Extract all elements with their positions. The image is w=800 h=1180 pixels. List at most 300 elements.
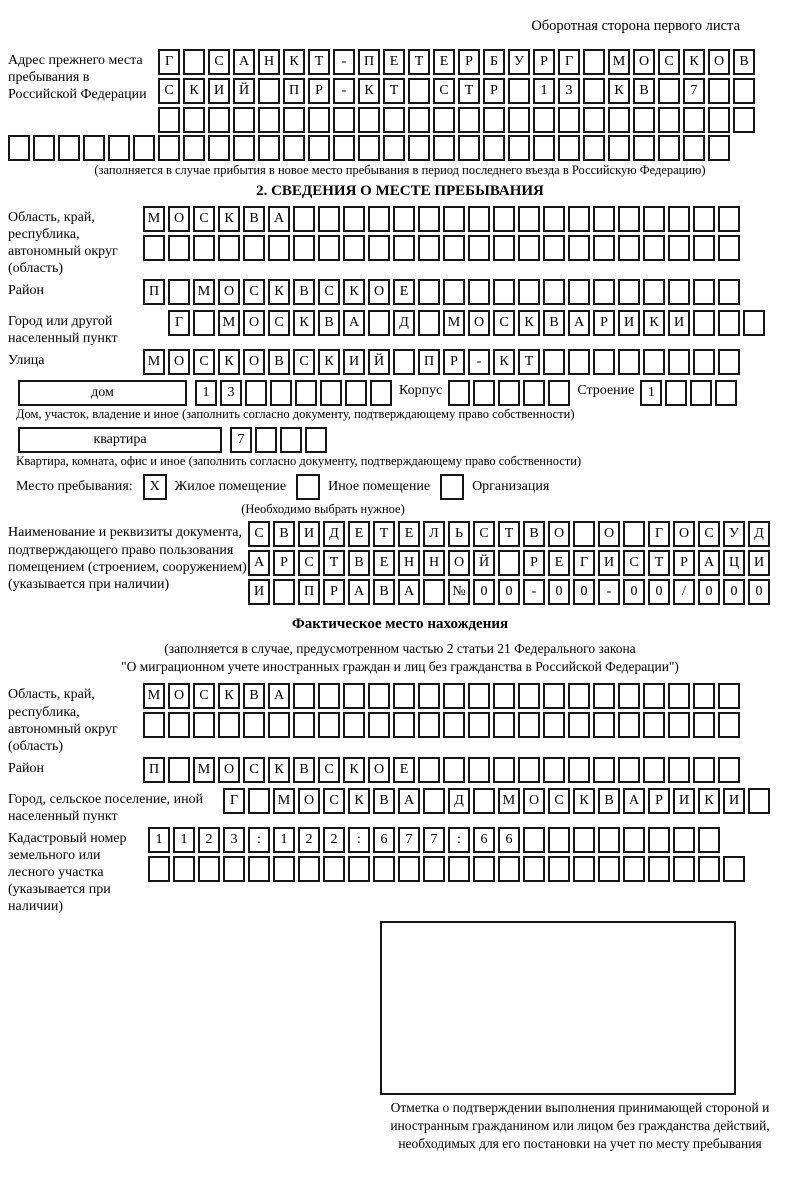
char-box[interactable] <box>168 235 190 261</box>
char-box[interactable] <box>143 235 165 261</box>
char-box[interactable] <box>715 380 737 406</box>
char-box[interactable]: : <box>348 827 370 853</box>
char-box[interactable] <box>718 235 740 261</box>
char-box[interactable]: О <box>168 349 190 375</box>
char-box[interactable]: М <box>143 349 165 375</box>
char-box[interactable]: Й <box>233 78 255 104</box>
char-box[interactable]: О <box>633 49 655 75</box>
char-box[interactable] <box>568 279 590 305</box>
char-box[interactable] <box>718 279 740 305</box>
char-box[interactable] <box>198 856 220 882</box>
char-box[interactable] <box>548 856 570 882</box>
char-box[interactable] <box>493 757 515 783</box>
char-box[interactable] <box>668 349 690 375</box>
char-box[interactable] <box>518 206 540 232</box>
char-box[interactable] <box>443 235 465 261</box>
char-box[interactable]: С <box>208 49 230 75</box>
char-box[interactable]: Е <box>348 521 370 547</box>
char-box[interactable] <box>295 380 317 406</box>
char-box[interactable] <box>723 856 745 882</box>
char-box[interactable] <box>398 856 420 882</box>
char-box[interactable]: И <box>343 349 365 375</box>
char-box[interactable]: 2 <box>323 827 345 853</box>
char-box[interactable]: Р <box>458 49 480 75</box>
char-box[interactable] <box>423 856 445 882</box>
char-box[interactable] <box>83 135 105 161</box>
char-box[interactable] <box>108 135 130 161</box>
char-box[interactable] <box>333 135 355 161</box>
char-box[interactable] <box>320 380 342 406</box>
char-box[interactable]: Д <box>323 521 345 547</box>
char-box[interactable] <box>493 712 515 738</box>
char-box[interactable]: С <box>193 206 215 232</box>
char-box[interactable] <box>448 380 470 406</box>
char-box[interactable]: А <box>343 310 365 336</box>
char-box[interactable] <box>368 206 390 232</box>
char-box[interactable] <box>643 349 665 375</box>
char-box[interactable]: С <box>493 310 515 336</box>
char-box[interactable] <box>233 135 255 161</box>
char-box[interactable] <box>573 856 595 882</box>
char-box[interactable]: В <box>598 788 620 814</box>
char-box[interactable]: К <box>643 310 665 336</box>
char-box[interactable] <box>273 856 295 882</box>
char-box[interactable]: Г <box>223 788 245 814</box>
char-box[interactable]: У <box>508 49 530 75</box>
char-box[interactable]: М <box>193 279 215 305</box>
char-box[interactable] <box>318 683 340 709</box>
char-box[interactable]: А <box>623 788 645 814</box>
char-box[interactable] <box>683 135 705 161</box>
char-box[interactable]: 0 <box>548 579 570 605</box>
char-box[interactable]: М <box>443 310 465 336</box>
char-box[interactable]: В <box>373 579 395 605</box>
char-box[interactable] <box>668 279 690 305</box>
char-box[interactable] <box>418 757 440 783</box>
char-box[interactable]: К <box>318 349 340 375</box>
char-box[interactable] <box>393 206 415 232</box>
char-box[interactable] <box>573 827 595 853</box>
char-box[interactable]: В <box>243 206 265 232</box>
char-box[interactable]: К <box>218 206 240 232</box>
char-box[interactable] <box>483 107 505 133</box>
char-box[interactable] <box>258 135 280 161</box>
char-box[interactable] <box>473 856 495 882</box>
char-box[interactable]: И <box>748 550 770 576</box>
char-box[interactable]: 6 <box>373 827 395 853</box>
char-box[interactable]: О <box>218 757 240 783</box>
char-box[interactable] <box>408 107 430 133</box>
char-box[interactable] <box>693 235 715 261</box>
char-box[interactable]: О <box>448 550 470 576</box>
char-box[interactable] <box>733 107 755 133</box>
char-box[interactable]: - <box>333 78 355 104</box>
char-box[interactable] <box>718 712 740 738</box>
char-box[interactable]: И <box>248 579 270 605</box>
char-box[interactable] <box>343 683 365 709</box>
char-box[interactable] <box>148 856 170 882</box>
char-box[interactable]: Д <box>748 521 770 547</box>
char-box[interactable]: 0 <box>623 579 645 605</box>
char-box[interactable]: А <box>398 788 420 814</box>
char-box[interactable] <box>468 712 490 738</box>
char-box[interactable] <box>593 757 615 783</box>
char-box[interactable] <box>643 235 665 261</box>
char-box[interactable] <box>468 206 490 232</box>
char-box[interactable] <box>268 712 290 738</box>
char-box[interactable]: А <box>233 49 255 75</box>
char-box[interactable] <box>693 757 715 783</box>
char-box[interactable] <box>618 206 640 232</box>
char-box[interactable] <box>208 107 230 133</box>
char-box[interactable]: 1 <box>273 827 295 853</box>
char-box[interactable] <box>518 757 540 783</box>
char-box[interactable] <box>293 712 315 738</box>
char-box[interactable]: П <box>298 579 320 605</box>
char-box[interactable] <box>368 683 390 709</box>
char-box[interactable] <box>443 683 465 709</box>
char-box[interactable]: Е <box>548 550 570 576</box>
char-box[interactable]: Р <box>593 310 615 336</box>
char-box[interactable]: В <box>318 310 340 336</box>
char-box[interactable] <box>193 712 215 738</box>
char-box[interactable] <box>368 712 390 738</box>
char-box[interactable]: О <box>548 521 570 547</box>
char-box[interactable] <box>468 235 490 261</box>
char-box[interactable]: М <box>143 683 165 709</box>
char-box[interactable] <box>183 49 205 75</box>
char-box[interactable]: 0 <box>498 579 520 605</box>
char-box[interactable]: 1 <box>173 827 195 853</box>
char-box[interactable]: Й <box>473 550 495 576</box>
char-box[interactable] <box>270 380 292 406</box>
char-box[interactable]: В <box>268 349 290 375</box>
char-box[interactable]: 2 <box>298 827 320 853</box>
char-box[interactable]: 3 <box>220 380 242 406</box>
char-box[interactable] <box>358 107 380 133</box>
char-box[interactable]: Е <box>433 49 455 75</box>
char-box[interactable] <box>568 235 590 261</box>
char-box[interactable]: А <box>568 310 590 336</box>
char-box[interactable]: Т <box>308 49 330 75</box>
char-box[interactable] <box>693 712 715 738</box>
apartment-type-box[interactable]: квартира <box>18 427 222 453</box>
char-box[interactable]: Д <box>448 788 470 814</box>
char-box[interactable]: В <box>293 757 315 783</box>
char-box[interactable] <box>533 135 555 161</box>
char-box[interactable]: С <box>318 279 340 305</box>
char-box[interactable]: 6 <box>473 827 495 853</box>
char-box[interactable] <box>283 135 305 161</box>
char-box[interactable] <box>673 856 695 882</box>
char-box[interactable]: И <box>618 310 640 336</box>
char-box[interactable]: И <box>298 521 320 547</box>
char-box[interactable]: И <box>598 550 620 576</box>
char-box[interactable] <box>218 235 240 261</box>
char-box[interactable] <box>448 856 470 882</box>
char-box[interactable]: В <box>273 521 295 547</box>
checkbox-organization[interactable] <box>440 474 464 500</box>
char-box[interactable] <box>218 712 240 738</box>
char-box[interactable]: Л <box>423 521 445 547</box>
char-box[interactable]: Т <box>498 521 520 547</box>
char-box[interactable]: И <box>208 78 230 104</box>
char-box[interactable]: Е <box>393 279 415 305</box>
char-box[interactable]: Р <box>443 349 465 375</box>
char-box[interactable] <box>193 310 215 336</box>
char-box[interactable]: Н <box>398 550 420 576</box>
char-box[interactable] <box>698 856 720 882</box>
char-box[interactable] <box>643 279 665 305</box>
char-box[interactable] <box>308 135 330 161</box>
char-box[interactable]: С <box>248 521 270 547</box>
char-box[interactable] <box>508 78 530 104</box>
char-box[interactable]: К <box>608 78 630 104</box>
char-box[interactable]: В <box>293 279 315 305</box>
char-box[interactable]: С <box>623 550 645 576</box>
char-box[interactable]: О <box>368 279 390 305</box>
char-box[interactable]: 7 <box>423 827 445 853</box>
char-box[interactable] <box>168 712 190 738</box>
char-box[interactable]: 1 <box>640 380 662 406</box>
char-box[interactable] <box>643 757 665 783</box>
char-box[interactable]: О <box>168 683 190 709</box>
char-box[interactable] <box>523 827 545 853</box>
char-box[interactable]: Р <box>308 78 330 104</box>
char-box[interactable] <box>543 349 565 375</box>
char-box[interactable] <box>368 235 390 261</box>
char-box[interactable]: 1 <box>148 827 170 853</box>
char-box[interactable] <box>593 712 615 738</box>
char-box[interactable] <box>593 206 615 232</box>
char-box[interactable] <box>245 380 267 406</box>
char-box[interactable] <box>418 683 440 709</box>
char-box[interactable]: Г <box>573 550 595 576</box>
char-box[interactable]: М <box>273 788 295 814</box>
char-box[interactable] <box>483 135 505 161</box>
char-box[interactable]: 7 <box>683 78 705 104</box>
char-box[interactable]: Р <box>673 550 695 576</box>
char-box[interactable] <box>305 427 327 453</box>
char-box[interactable] <box>708 78 730 104</box>
char-box[interactable] <box>143 712 165 738</box>
char-box[interactable]: Е <box>373 550 395 576</box>
char-box[interactable] <box>318 712 340 738</box>
char-box[interactable] <box>173 856 195 882</box>
char-box[interactable] <box>543 712 565 738</box>
char-box[interactable] <box>583 78 605 104</box>
char-box[interactable] <box>698 827 720 853</box>
char-box[interactable] <box>618 712 640 738</box>
char-box[interactable] <box>493 279 515 305</box>
char-box[interactable] <box>558 107 580 133</box>
char-box[interactable]: Ц <box>723 550 745 576</box>
char-box[interactable] <box>423 579 445 605</box>
char-box[interactable] <box>718 206 740 232</box>
char-box[interactable]: С <box>293 349 315 375</box>
char-box[interactable] <box>298 856 320 882</box>
char-box[interactable] <box>718 757 740 783</box>
char-box[interactable]: К <box>218 349 240 375</box>
char-box[interactable]: В <box>543 310 565 336</box>
char-box[interactable] <box>573 521 595 547</box>
char-box[interactable]: С <box>658 49 680 75</box>
char-box[interactable]: 0 <box>648 579 670 605</box>
char-box[interactable]: О <box>468 310 490 336</box>
char-box[interactable] <box>255 427 277 453</box>
char-box[interactable]: 3 <box>223 827 245 853</box>
char-box[interactable] <box>343 712 365 738</box>
char-box[interactable] <box>443 712 465 738</box>
char-box[interactable] <box>598 827 620 853</box>
char-box[interactable] <box>518 279 540 305</box>
char-box[interactable] <box>358 135 380 161</box>
char-box[interactable] <box>473 380 495 406</box>
char-box[interactable]: В <box>633 78 655 104</box>
char-box[interactable]: Р <box>273 550 295 576</box>
char-box[interactable] <box>433 135 455 161</box>
char-box[interactable]: 7 <box>230 427 252 453</box>
char-box[interactable] <box>623 856 645 882</box>
char-box[interactable] <box>593 683 615 709</box>
char-box[interactable] <box>418 279 440 305</box>
char-box[interactable] <box>668 757 690 783</box>
char-box[interactable]: 1 <box>195 380 217 406</box>
char-box[interactable] <box>648 856 670 882</box>
char-box[interactable]: К <box>218 683 240 709</box>
char-box[interactable] <box>658 78 680 104</box>
char-box[interactable]: А <box>268 683 290 709</box>
char-box[interactable]: 2 <box>198 827 220 853</box>
char-box[interactable]: К <box>268 757 290 783</box>
char-box[interactable]: Г <box>558 49 580 75</box>
char-box[interactable] <box>248 856 270 882</box>
char-box[interactable]: А <box>348 579 370 605</box>
char-box[interactable]: В <box>348 550 370 576</box>
char-box[interactable] <box>618 279 640 305</box>
char-box[interactable] <box>293 235 315 261</box>
char-box[interactable] <box>708 107 730 133</box>
char-box[interactable] <box>468 683 490 709</box>
char-box[interactable]: - <box>333 49 355 75</box>
char-box[interactable]: А <box>398 579 420 605</box>
char-box[interactable]: Р <box>648 788 670 814</box>
char-box[interactable] <box>243 712 265 738</box>
char-box[interactable]: : <box>248 827 270 853</box>
char-box[interactable]: 0 <box>573 579 595 605</box>
char-box[interactable] <box>133 135 155 161</box>
char-box[interactable] <box>693 349 715 375</box>
char-box[interactable]: И <box>668 310 690 336</box>
char-box[interactable] <box>248 788 270 814</box>
char-box[interactable] <box>273 579 295 605</box>
char-box[interactable] <box>343 206 365 232</box>
char-box[interactable] <box>433 107 455 133</box>
char-box[interactable]: К <box>268 279 290 305</box>
char-box[interactable]: П <box>358 49 380 75</box>
char-box[interactable]: - <box>468 349 490 375</box>
char-box[interactable] <box>183 135 205 161</box>
char-box[interactable] <box>543 683 565 709</box>
char-box[interactable] <box>543 279 565 305</box>
char-box[interactable]: / <box>673 579 695 605</box>
char-box[interactable] <box>418 206 440 232</box>
char-box[interactable]: Т <box>373 521 395 547</box>
char-box[interactable]: Н <box>423 550 445 576</box>
checkbox-other-premises[interactable] <box>296 474 320 500</box>
char-box[interactable]: Р <box>533 49 555 75</box>
char-box[interactable]: К <box>348 788 370 814</box>
char-box[interactable] <box>283 107 305 133</box>
char-box[interactable]: К <box>283 49 305 75</box>
char-box[interactable] <box>393 712 415 738</box>
char-box[interactable]: С <box>243 279 265 305</box>
char-box[interactable]: П <box>143 757 165 783</box>
char-box[interactable] <box>748 788 770 814</box>
char-box[interactable] <box>208 135 230 161</box>
char-box[interactable]: О <box>598 521 620 547</box>
char-box[interactable] <box>673 827 695 853</box>
char-box[interactable] <box>623 521 645 547</box>
char-box[interactable]: Т <box>408 49 430 75</box>
char-box[interactable] <box>193 235 215 261</box>
char-box[interactable] <box>583 107 605 133</box>
char-box[interactable]: К <box>683 49 705 75</box>
char-box[interactable]: О <box>368 757 390 783</box>
char-box[interactable] <box>683 107 705 133</box>
char-box[interactable] <box>543 206 565 232</box>
char-box[interactable]: С <box>698 521 720 547</box>
char-box[interactable]: О <box>523 788 545 814</box>
char-box[interactable] <box>618 683 640 709</box>
char-box[interactable] <box>558 135 580 161</box>
char-box[interactable] <box>498 380 520 406</box>
char-box[interactable] <box>233 107 255 133</box>
char-box[interactable] <box>393 683 415 709</box>
char-box[interactable]: Т <box>458 78 480 104</box>
char-box[interactable]: М <box>143 206 165 232</box>
char-box[interactable] <box>223 856 245 882</box>
char-box[interactable]: С <box>243 757 265 783</box>
char-box[interactable]: Д <box>393 310 415 336</box>
char-box[interactable]: М <box>608 49 630 75</box>
char-box[interactable]: С <box>298 550 320 576</box>
char-box[interactable] <box>280 427 302 453</box>
char-box[interactable]: - <box>523 579 545 605</box>
char-box[interactable] <box>498 550 520 576</box>
char-box[interactable]: Г <box>648 521 670 547</box>
char-box[interactable] <box>668 683 690 709</box>
char-box[interactable]: П <box>143 279 165 305</box>
char-box[interactable] <box>443 279 465 305</box>
char-box[interactable]: 0 <box>723 579 745 605</box>
char-box[interactable]: А <box>698 550 720 576</box>
char-box[interactable] <box>643 683 665 709</box>
char-box[interactable] <box>408 78 430 104</box>
char-box[interactable] <box>468 279 490 305</box>
char-box[interactable] <box>608 107 630 133</box>
char-box[interactable]: - <box>598 579 620 605</box>
char-box[interactable]: С <box>268 310 290 336</box>
char-box[interactable] <box>658 107 680 133</box>
char-box[interactable]: С <box>548 788 570 814</box>
char-box[interactable]: К <box>493 349 515 375</box>
char-box[interactable]: 0 <box>473 579 495 605</box>
char-box[interactable]: К <box>573 788 595 814</box>
char-box[interactable]: А <box>268 206 290 232</box>
char-box[interactable] <box>568 757 590 783</box>
char-box[interactable]: Т <box>648 550 670 576</box>
